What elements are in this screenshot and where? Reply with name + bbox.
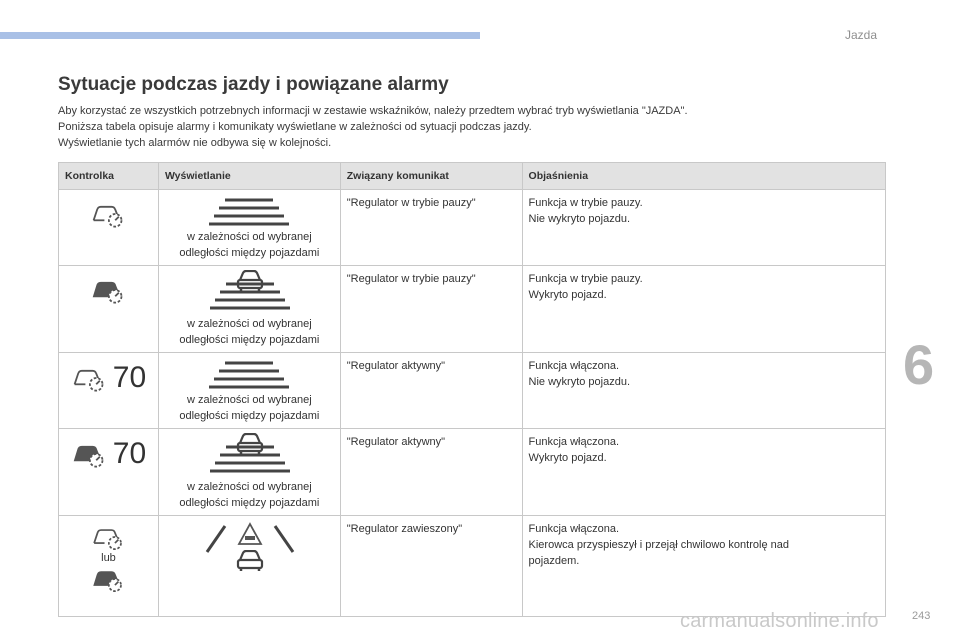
explanation-line: pojazdem. [528,555,580,567]
cruise-control-filled-icon [71,440,107,468]
explanation-cell [522,353,885,429]
table-row [59,190,886,266]
explanation-line: Wykryto pojazd. [528,289,607,301]
intro-text [58,103,888,151]
distance-lines-icon [209,359,289,389]
warning-triangle-icon [237,522,263,546]
chapter-name: Jazda [845,28,878,42]
display-caption: w zależności od wybranej [186,318,312,330]
column-header: Związany komunikat [340,163,522,190]
explanation-line: Nie wykryto pojazdu. [528,213,631,225]
explanation-line: Funkcja włączona. [528,523,620,535]
table-row [59,266,886,353]
explanation-line: Funkcja w trybie pauzy. [528,273,643,285]
indicator-cell [59,516,159,617]
column-header: Wyświetlanie [158,163,340,190]
display-cell [158,266,340,353]
distance-lines-icon [210,280,290,310]
column-header: Objaśnienia [522,163,885,190]
explanation-cell [522,266,885,353]
display-caption: odległości między pojazdami [179,334,320,346]
cruise-control-filled-icon [90,276,126,304]
alarms-table [58,162,886,617]
intro-line: Poniższa tabela opisuje alarmy i komunikaty wyświetlane w zależności od sytuacji podczas jazdy. [58,121,532,133]
chapter-accent-bar [0,32,480,39]
message-cell: "Regulator zawieszony" [340,516,522,617]
table-row [59,353,886,429]
distance-right-chevron-icon [271,524,297,554]
display-caption: odległości między pojazdami [179,497,320,509]
table-row [59,429,886,516]
explanation-cell [522,190,885,266]
distance-lines-icon [209,196,289,226]
speed-value: 70 [112,437,147,470]
cruise-control-outline-icon [90,200,126,228]
display-cell [158,516,340,617]
explanation-cell [522,429,885,516]
cruise-control-outline-icon [90,524,126,550]
or-label: lub [101,552,116,564]
display-cell [158,353,340,429]
column-header: Kontrolka [59,163,159,190]
display-caption: odległości między pojazdami [179,410,320,422]
table-header-row [59,163,886,190]
display-caption: w zależności od wybranej [186,394,312,406]
page-number: 243 [912,610,931,622]
intro-line: Aby korzystać ze wszystkich potrzebnych informacji w zestawie wskaźników, należy przedtem wybrać tryb wyświetlania "JAZDA". [58,105,688,117]
table-row [59,516,886,617]
explanation-line: Funkcja włączona. [528,360,620,372]
chapter-number: 6 [903,333,935,396]
display-caption: w zależności od wybranej [186,231,312,243]
explanation-line: Wykryto pojazd. [528,452,607,464]
distance-lines-icon [210,443,290,473]
watermark: carmanualsonline.info [680,610,879,632]
vehicle-ahead-icon [236,550,264,572]
explanation-cell [522,516,885,617]
display-cell [158,190,340,266]
indicator-cell [59,266,159,353]
explanation-line: Nie wykryto pojazdu. [528,376,631,388]
indicator-cell [59,190,159,266]
message-cell: "Regulator w trybie pauzy" [340,266,522,353]
indicator-cell [59,429,159,516]
display-cell [158,429,340,516]
explanation-line: Funkcja w trybie pauzy. [528,197,643,209]
cruise-control-outline-icon [71,364,107,392]
cruise-control-filled-icon [90,566,126,592]
display-caption: odległości między pojazdami [179,247,320,259]
message-cell: "Regulator aktywny" [340,353,522,429]
page-title: Sytuacje podczas jazdy i powiązane alarmy [58,74,449,95]
indicator-cell [59,353,159,429]
message-cell: "Regulator aktywny" [340,429,522,516]
display-caption: w zależności od wybranej [186,481,312,493]
distance-left-chevron-icon [203,524,229,554]
message-cell: "Regulator w trybie pauzy" [340,190,522,266]
intro-line: Wyświetlanie tych alarmów nie odbywa się w kolejności. [58,137,332,149]
explanation-line: Kierowca przyspieszył i przejął chwilowo kontrolę nad [528,539,789,551]
speed-value: 70 [112,361,147,394]
explanation-line: Funkcja włączona. [528,436,620,448]
